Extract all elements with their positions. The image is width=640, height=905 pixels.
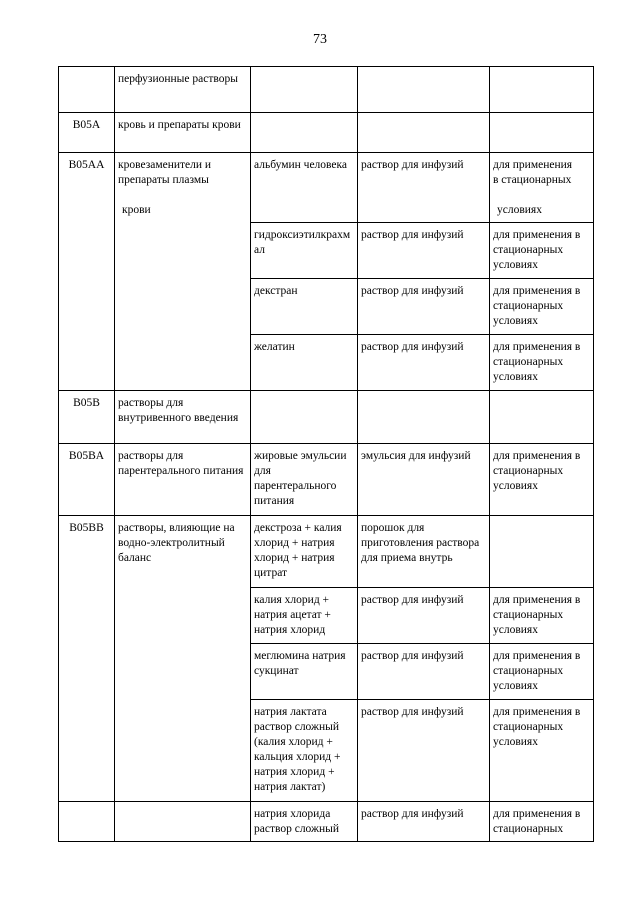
atc-code-cell xyxy=(59,802,115,842)
drug-cell: альбумин человека xyxy=(251,153,358,223)
conditions-cell: для применения в стационарных условиях xyxy=(490,700,594,802)
atc-code-cell: B05A xyxy=(59,113,115,153)
drug-table xyxy=(58,66,594,842)
table-row xyxy=(59,153,594,223)
conditions-line: условиях xyxy=(497,204,542,216)
conditions-line: для применения xyxy=(493,159,573,171)
table-row xyxy=(59,113,594,153)
drug-cell: гидроксиэтилкрахмал xyxy=(251,223,358,279)
drug-cell: жировые эмульсии для парентерального питания xyxy=(251,444,358,516)
form-cell: порошок для приготовления раствора для приема внутрь xyxy=(358,516,490,588)
table-row xyxy=(59,444,594,516)
atc-code-cell: B05BB xyxy=(59,516,115,802)
form-cell: раствор для инфузий xyxy=(358,802,490,842)
atc-code-cell: B05AA xyxy=(59,153,115,391)
group-cell xyxy=(115,802,251,842)
conditions-cell: для применения в стационарных условиях xyxy=(490,588,594,644)
page-number: 73 xyxy=(313,32,327,47)
group-cell xyxy=(115,153,251,391)
group-cell: растворы, влияющие на водно-электролитный баланс xyxy=(115,516,251,802)
group-line: крови xyxy=(122,204,151,216)
form-cell: раствор для инфузий xyxy=(358,588,490,644)
form-cell xyxy=(358,391,490,444)
drug-cell: натрия хлорида раствор сложный xyxy=(251,802,358,842)
conditions-cell xyxy=(490,67,594,113)
conditions-cell: для применения в стационарных условиях xyxy=(490,644,594,700)
atc-code-cell xyxy=(59,67,115,113)
group-cell: растворы для внутривенного введения xyxy=(115,391,251,444)
conditions-cell: для применения в стационарных условиях xyxy=(490,223,594,279)
conditions-cell: для применения в стационарных xyxy=(490,802,594,842)
form-cell: раствор для инфузий xyxy=(358,335,490,391)
group-line: кровезаменители и xyxy=(118,159,212,171)
drug-cell: декстран xyxy=(251,279,358,335)
table-row xyxy=(59,67,594,113)
conditions-cell xyxy=(490,516,594,588)
form-cell xyxy=(358,67,490,113)
drug-cell: декстроза + калия хлорид + натрия хлорид + натрия цитрат xyxy=(251,516,358,588)
conditions-cell xyxy=(490,153,594,223)
conditions-cell: для применения в стационарных условиях xyxy=(490,279,594,335)
form-cell: раствор для инфузий xyxy=(358,223,490,279)
table-row xyxy=(59,516,594,588)
drug-cell xyxy=(251,113,358,153)
form-cell: раствор для инфузий xyxy=(358,700,490,802)
drug-cell: меглюмина натрия сукцинат xyxy=(251,644,358,700)
conditions-cell xyxy=(490,113,594,153)
group-cell: перфузионные растворы xyxy=(115,67,251,113)
conditions-line: в стационарных xyxy=(493,174,572,186)
conditions-cell xyxy=(490,391,594,444)
drug-cell xyxy=(251,391,358,444)
atc-code-cell: B05BA xyxy=(59,444,115,516)
group-cell: кровь и препараты крови xyxy=(115,113,251,153)
group-cell: растворы для парентерального питания xyxy=(115,444,251,516)
conditions-cell: для применения в стационарных условиях xyxy=(490,335,594,391)
drug-cell: калия хлорид + натрия ацетат + натрия хлорид xyxy=(251,588,358,644)
atc-code-cell: B05B xyxy=(59,391,115,444)
drug-cell: натрия лактата раствор сложный (калия хлорид + кальция хлорид + натрия хлорид + натрия лактат) xyxy=(251,700,358,802)
drug-cell xyxy=(251,67,358,113)
table-row xyxy=(59,391,594,444)
form-cell: эмульсия для инфузий xyxy=(358,444,490,516)
form-cell: раствор для инфузий xyxy=(358,644,490,700)
form-cell xyxy=(358,113,490,153)
group-line: препараты плазмы xyxy=(118,174,209,186)
conditions-cell: для применения в стационарных условиях xyxy=(490,444,594,516)
table-row xyxy=(59,802,594,842)
form-cell: раствор для инфузий xyxy=(358,153,490,223)
form-cell: раствор для инфузий xyxy=(358,279,490,335)
drug-cell: желатин xyxy=(251,335,358,391)
